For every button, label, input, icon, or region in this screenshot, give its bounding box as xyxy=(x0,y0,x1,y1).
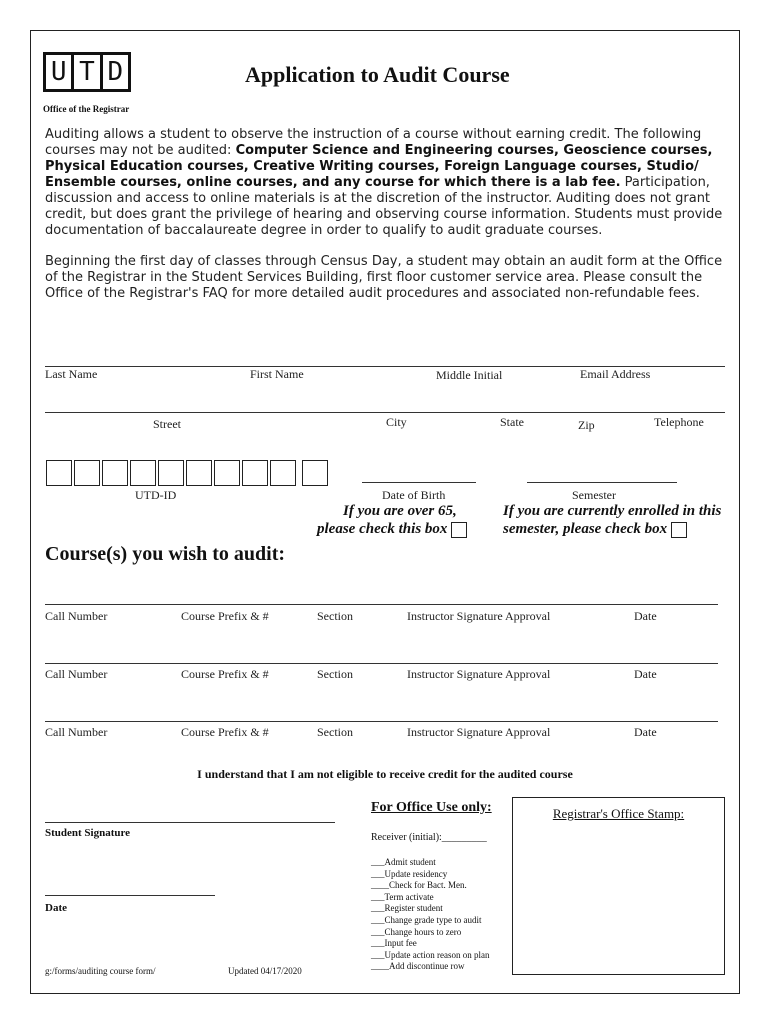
utd-id-digit-box[interactable] xyxy=(102,460,128,486)
course-prefix-label: Course Prefix & # xyxy=(181,667,269,681)
checklist-item: ___Input fee xyxy=(371,938,417,949)
logo-letter-t: T xyxy=(71,55,99,89)
checklist-item: ___Change hours to zero xyxy=(371,926,462,937)
enrolled-text-2 xyxy=(503,521,687,538)
courses-heading: Course(s) you wish to audit: xyxy=(45,543,286,565)
instructor-approval-label: Instructor Signature Approval xyxy=(407,725,551,739)
email-label: Email Address xyxy=(580,367,651,381)
course-prefix-label: Course Prefix & # xyxy=(181,725,269,739)
course-date-label: Date xyxy=(634,609,657,623)
logo-letter-d: D xyxy=(100,55,128,89)
utd-id-label: UTD-ID xyxy=(135,488,177,502)
course-line-3[interactable] xyxy=(45,721,718,722)
course-date-label: Date xyxy=(634,667,657,681)
call-number-label: Call Number xyxy=(45,609,108,623)
checklist-item: ___Term activate xyxy=(371,891,434,902)
state-label: State xyxy=(500,415,524,429)
course-prefix-label: Course Prefix & # xyxy=(181,609,269,623)
section-label: Section xyxy=(317,609,353,623)
utd-logo xyxy=(43,52,131,92)
section-label: Section xyxy=(317,667,353,681)
checklist-item: ___Change grade type to audit xyxy=(371,914,482,925)
section-label: Section xyxy=(317,725,353,739)
first-name-label: First Name xyxy=(250,367,304,381)
date-of-birth-line[interactable] xyxy=(362,482,476,483)
city-label: City xyxy=(386,415,407,429)
student-signature-label: Student Signature xyxy=(45,827,131,839)
form-updated-date: Updated 04/17/2020 xyxy=(228,966,302,976)
utd-id-digit-box[interactable] xyxy=(158,460,184,486)
signature-date-label: Date xyxy=(45,902,67,914)
checklist-item: ____Add discontinue row xyxy=(371,961,465,972)
last-name-label: Last Name xyxy=(45,367,98,381)
enrolled-label: semester, please check box xyxy=(503,521,668,537)
semester-line[interactable] xyxy=(527,482,677,483)
over-65-label: please check this box xyxy=(317,521,448,537)
checklist-item: ___Register student xyxy=(371,903,443,914)
zip-label: Zip xyxy=(578,418,595,432)
registrar-stamp-box xyxy=(512,797,725,975)
utd-id-digit-box[interactable] xyxy=(130,460,156,486)
over-65-text-2 xyxy=(317,521,467,538)
intro-paragraph xyxy=(45,127,730,239)
intro-text-a: Auditing allows a student to observe the instruction of a course without earning credit. The following courses may not be audited: xyxy=(45,127,702,158)
call-number-label: Call Number xyxy=(45,667,108,681)
no-credit-acknowledgement: I understand that I am not eligible to receive credit for the audited course xyxy=(197,767,573,781)
student-signature-line[interactable] xyxy=(45,822,335,823)
call-number-label: Call Number xyxy=(45,725,108,739)
utd-id-digit-box[interactable] xyxy=(302,460,328,486)
utd-id-digit-box[interactable] xyxy=(186,460,212,486)
utd-id-digit-box[interactable] xyxy=(74,460,100,486)
office-checklist xyxy=(371,857,489,973)
utd-id-digit-box[interactable] xyxy=(242,460,268,486)
intro-text-b: Participation, discussion and access to online materials is at the discretion of the instructor. Auditing does not grant credit, but does grant the privilege of hearing and observing course information. Students must provide documentation of baccalaureate degree in order to qualify to audit graduate courses. xyxy=(45,175,723,238)
intro-excluded-courses: Computer Science and Engineering courses, Geoscience courses, Physical Education courses, Creative Writing courses, Foreign Language courses, Studio/ Ensemble courses, online courses, and any course for which there is a lab fee. xyxy=(45,143,713,190)
form-title: Application to Audit Course xyxy=(245,62,510,87)
course-date-label: Date xyxy=(634,725,657,739)
course-line-2[interactable] xyxy=(45,663,718,664)
checklist-item: ____Check for Bact. Men. xyxy=(371,880,467,891)
street-label: Street xyxy=(153,417,181,431)
checklist-item: ___Update residency xyxy=(371,868,448,879)
over-65-text-1: If you are over 65, xyxy=(343,503,457,519)
office-of-registrar: Office of the Registrar xyxy=(43,104,130,114)
enrolled-checkbox[interactable] xyxy=(671,522,687,538)
instructor-approval-label: Instructor Signature Approval xyxy=(407,667,551,681)
logo-letter-u: U xyxy=(50,57,67,87)
enrolled-text-1: If you are currently enrolled in this xyxy=(503,503,722,519)
semester-label: Semester xyxy=(572,488,616,502)
checklist-item: ___Update action reason on plan xyxy=(371,949,490,960)
over-65-checkbox[interactable] xyxy=(451,522,467,538)
office-use-heading: For Office Use only: xyxy=(371,800,492,815)
receiver-initial: Receiver (initial):_________ xyxy=(371,832,487,843)
procedure-paragraph: Beginning the first day of classes through Census Day, a student may obtain an audit form at the Office of the Registrar in the Student Services Building, first floor customer service area. Please consult the Office of the Registrar's FAQ for more detailed audit procedures and associated non-refundable fees. xyxy=(45,254,723,301)
middle-initial-label: Middle Initial xyxy=(436,368,503,382)
telephone-label: Telephone xyxy=(654,415,704,429)
utd-id-digit-box[interactable] xyxy=(46,460,72,486)
course-line-1[interactable] xyxy=(45,604,718,605)
address-line[interactable] xyxy=(45,412,725,413)
checklist-item: ___Admit student xyxy=(371,857,436,867)
utd-id-digit-box[interactable] xyxy=(214,460,240,486)
date-of-birth-label: Date of Birth xyxy=(382,488,446,502)
form-file-path: g:/forms/auditing course form/ xyxy=(45,966,156,976)
registrar-stamp-label: Registrar's Office Stamp: xyxy=(552,806,685,821)
utd-id-digit-box[interactable] xyxy=(270,460,296,486)
instructor-approval-label: Instructor Signature Approval xyxy=(407,609,551,623)
signature-date-line[interactable] xyxy=(45,895,215,896)
